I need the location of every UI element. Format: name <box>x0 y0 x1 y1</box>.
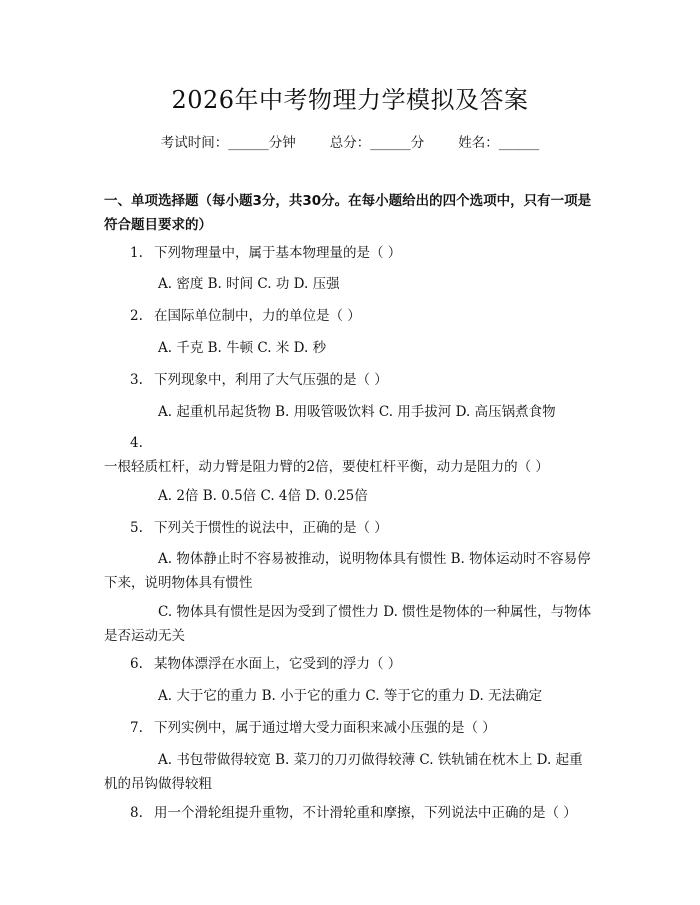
name-blank: ______ <box>498 135 540 151</box>
question-5-options-cd: C. 物体具有惯性是因为受到了惯性力 D. 惯性是物体的一种属性，与物体是否运动无关 <box>104 604 592 644</box>
question-text: 下列实例中，属于通过增大受力面积来减小压强的是（ ） <box>154 720 496 736</box>
question-3-options: A. 起重机吊起货物 B. 用吸管吸饮料 C. 用手拔河 D. 高压锅煮食物 <box>158 404 556 420</box>
question-6-options: A. 大于它的重力 B. 小于它的重力 C. 等于它的重力 D. 无法确定 <box>158 688 543 704</box>
time-unit: 分钟 <box>268 135 296 151</box>
question-8 <box>104 801 596 825</box>
question-number: 2. <box>130 308 143 324</box>
question-2-options: A. 千克 B. 牛顿 C. 米 D. 秒 <box>158 340 327 356</box>
question-5-options-ab: A. 物体静止时不容易被推动，说明物体具有惯性 B. 物体运动时不容易停下来，说明物体具有惯性 <box>104 551 591 591</box>
question-number: 3. <box>130 372 143 388</box>
question-text: 下列关于惯性的说法中，正确的是（ ） <box>154 520 388 536</box>
question-number: 7. <box>130 720 143 736</box>
question-text: 用一个滑轮组提升重物，不计滑轮重和摩擦，下列说法中正确的是（ ） <box>154 805 577 821</box>
score-label: 总分： <box>329 135 371 151</box>
question-text: 下列现象中，利用了大气压强的是（ ） <box>154 372 388 388</box>
question-1 <box>104 241 596 265</box>
question-text: 下列物理量中，属于基本物理量的是（ ） <box>154 245 402 261</box>
question-number: 1. <box>130 245 143 261</box>
question-6 <box>104 652 596 676</box>
question-number: 6. <box>130 656 143 672</box>
section-heading: 一、单项选择题（每小题3分，共30分。在每小题给出的四个选项中，只有一项是符合题目要求的） <box>104 193 592 233</box>
question-number: 5. <box>130 520 143 536</box>
time-blank: ______ <box>228 135 269 151</box>
question-text: 一根轻质杠杆，动力臂是阻力臂的2倍，要使杠杆平衡，动力是阻力的（ ） <box>104 459 549 475</box>
name-label: 姓名： <box>458 135 499 151</box>
question-4 <box>104 431 596 479</box>
question-4-options: A. 2倍 B. 0.5倍 C. 4倍 D. 0.25倍 <box>158 488 368 504</box>
question-5 <box>104 516 596 540</box>
question-7-options: A. 书包带做得较宽 B. 菜刀的刀刃做得较薄 C. 铁轨铺在枕木上 D. 起重机的吊钩做得较粗 <box>104 752 583 792</box>
score-unit: 分 <box>410 135 425 151</box>
exam-info-line <box>0 131 700 151</box>
question-text: 某物体漂浮在水面上，它受到的浮力（ ） <box>154 656 402 672</box>
question-3 <box>104 368 596 392</box>
question-text: 在国际单位制中，力的单位是（ ） <box>154 308 361 324</box>
time-label: 考试时间： <box>160 135 229 151</box>
score-blank: ______ <box>370 135 411 151</box>
question-number: 4. <box>130 435 143 451</box>
question-1-options: A. 密度 B. 时间 C. 功 D. 压强 <box>158 276 340 292</box>
question-number: 8. <box>130 805 143 821</box>
question-2 <box>104 304 596 328</box>
question-7 <box>104 716 596 740</box>
page-title: 2026年中考物理力学模拟及答案 <box>171 86 529 114</box>
